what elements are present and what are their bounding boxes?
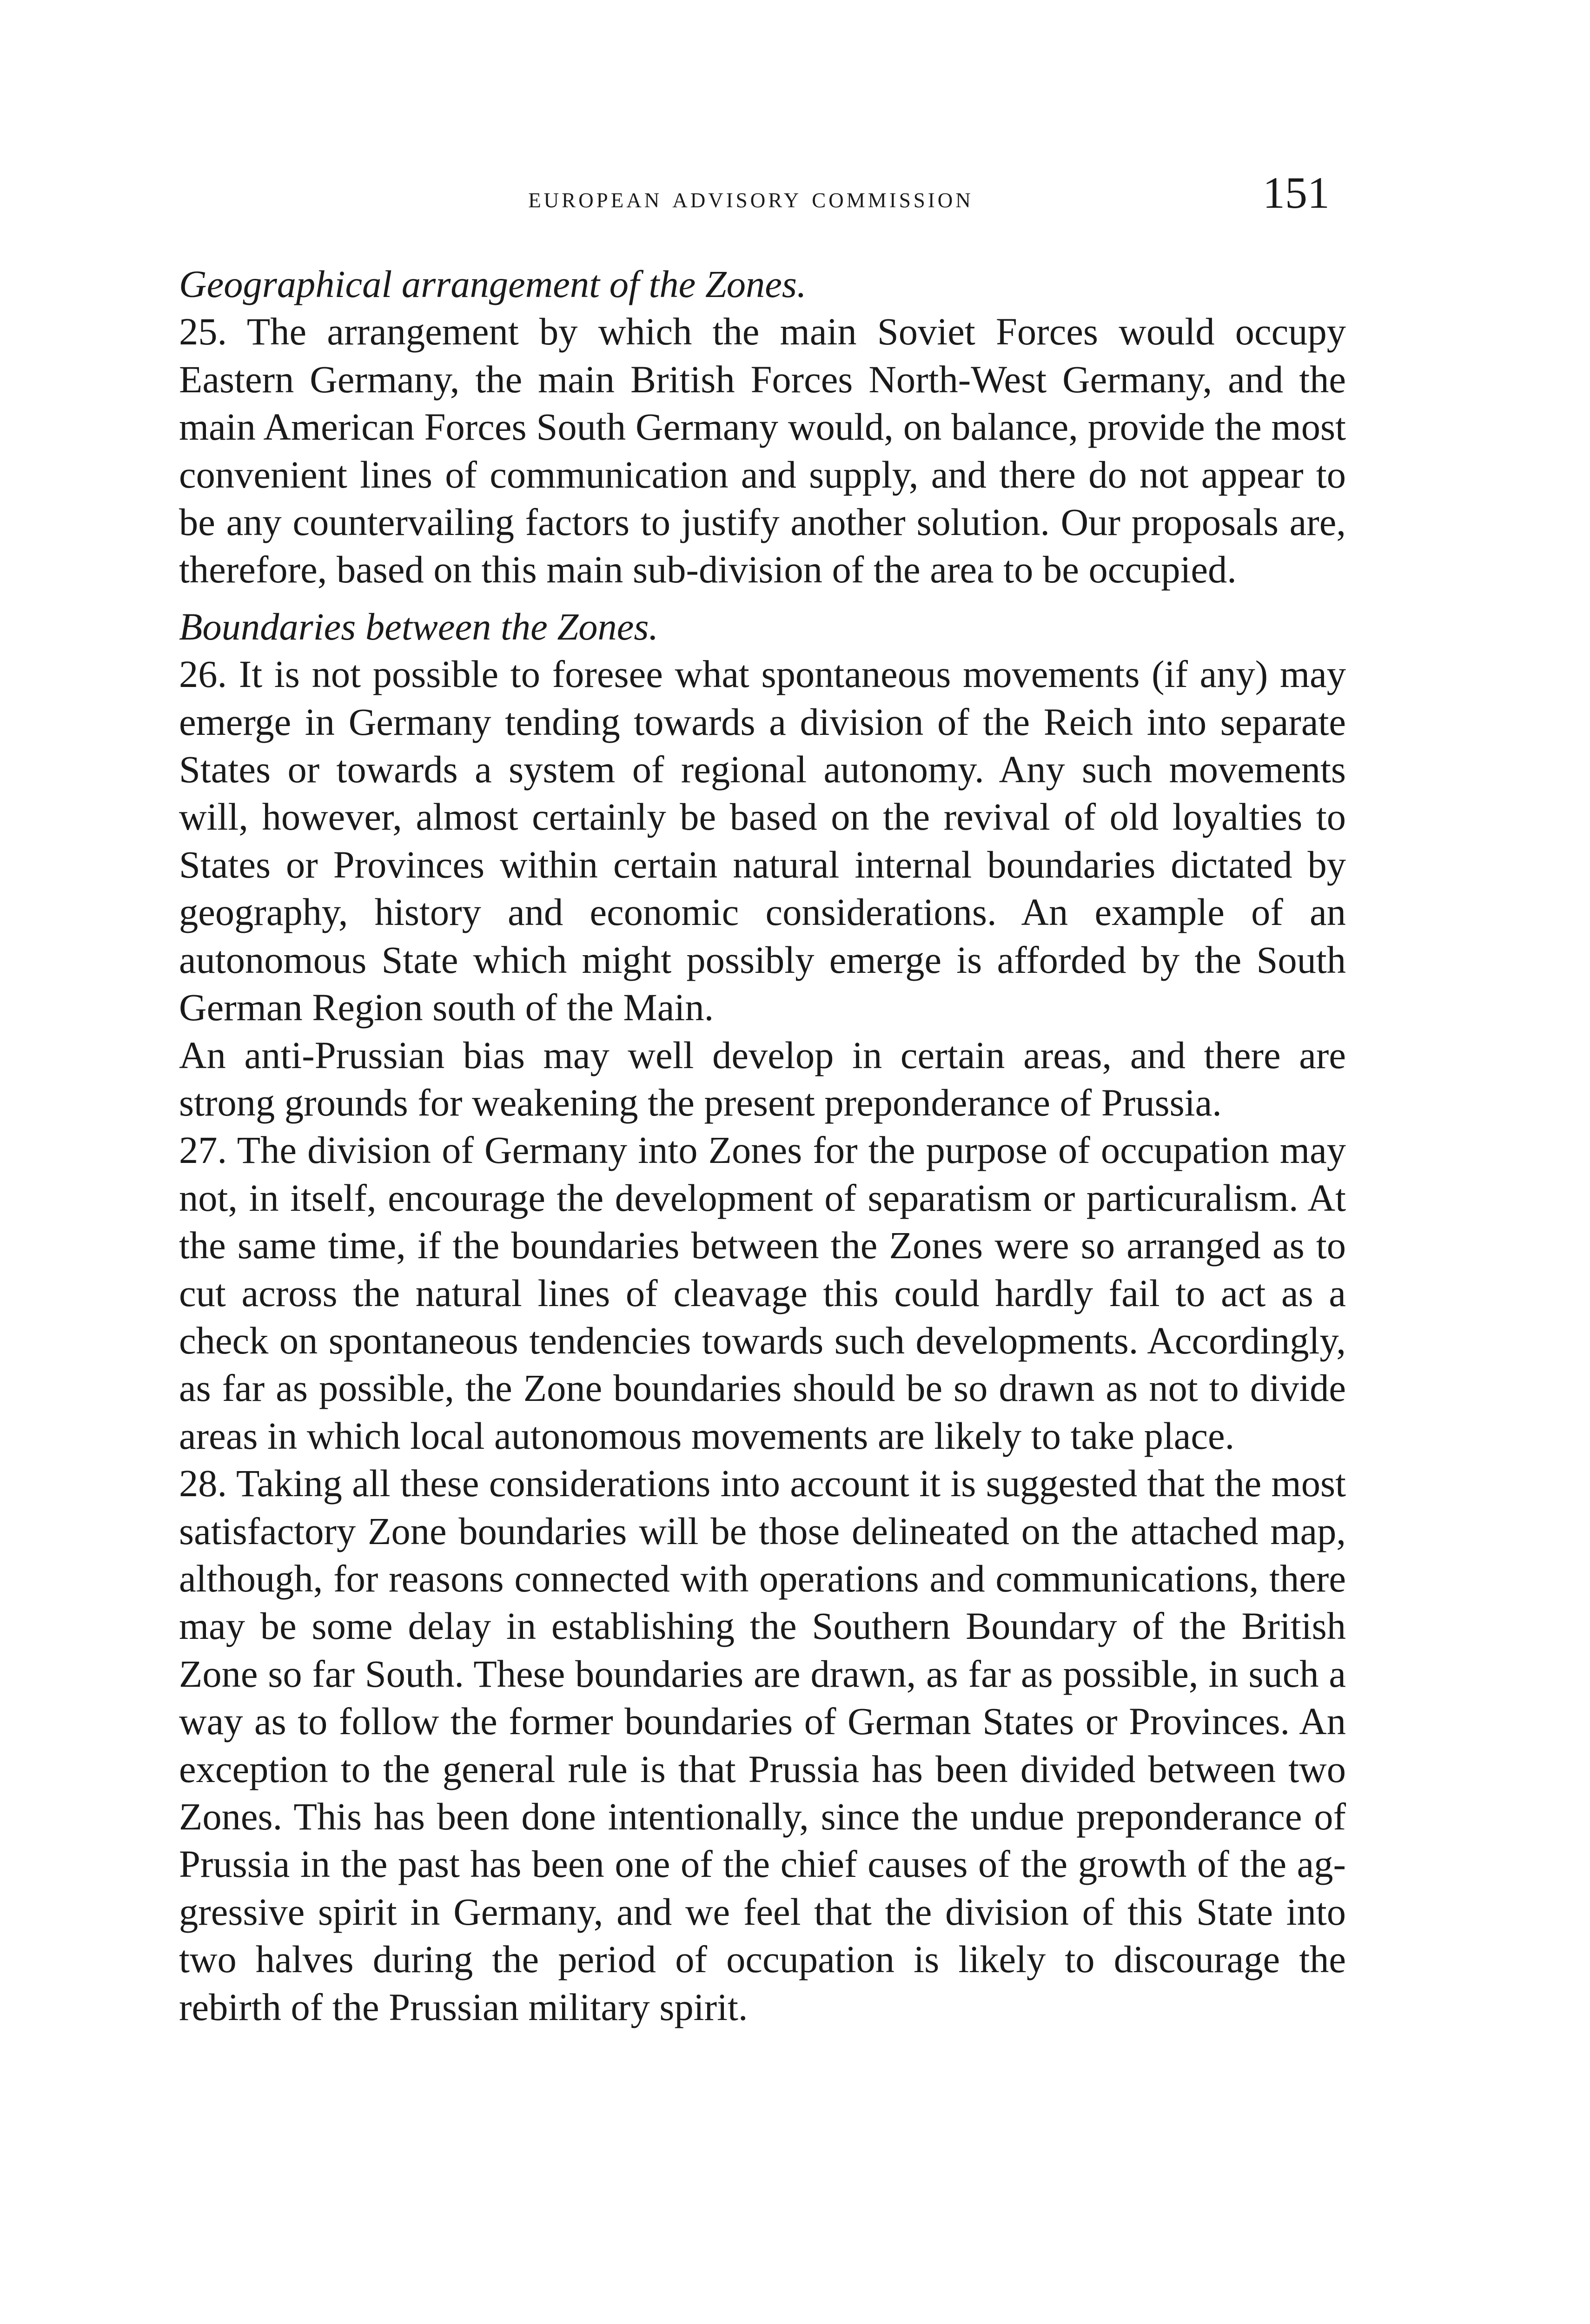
section-heading-boundaries: Boundaries between the Zones. <box>179 605 659 648</box>
paragraph-27: 27. The division of Germany into Zones for the purpose of occupation may not, in itself, encourage the development of separatism or particuralism. At the same time, if the boundaries between the Zones were so arranged as to cut across the natural lines of cleavage this could hardly fail to act as a check on spontaneous tendencies towards such developments. Accordingly, as far as possible, the Zone boundaries should be so drawn as not to divide areas in which local autonomous movements are likely to take place. <box>179 1129 1346 1457</box>
page-number: 151 <box>1263 168 1330 218</box>
paragraph-26: 26. It is not possible to foresee what spontaneous movements (if any) may emerge in Germany tending towards a division of the Reich into separate States or towards a system of regional autonomy. Any such movements will, however, almost certainly be based on the revival of old loyalties to States or Provinces within certain natural internal boundaries dictated by geography, history and economic considerations. An example of an autonomous State which might possibly emerge is afforded by the South German Region south of the Main. <box>179 653 1346 1029</box>
running-head: european advisory commission <box>528 181 974 214</box>
section-heading-geographical-arrangement: Geographical arrangement of the Zones. <box>179 263 807 305</box>
paragraph-28: 28. Taking all these considerations into account it is suggested that the most satisfactory Zone boundaries will be those delineated on the attached map, although, for reasons connected with operations and communications, there may be some delay in establishing the Southern Boundary of the British Zone so far South. These boundaries are drawn, as far as possible, in such a way as to follow the former boundaries of German States or Provinces. An exception to the general rule is that Prussia has been divided between two Zones. This has been done intentionally, since the undue preponderance of Prussia in the past has been one of the chief causes of the growth of the aggressive spirit in Germany, and we feel that the division of this State into two halves during the period of occupation is likely to discourage the rebirth of the Prussian military spirit. <box>179 1462 1346 2028</box>
paragraph-anti-prussian-bias: An anti-Prussian bias may well develop in certain areas, and there are strong grounds for weakening the present preponderance of Prussia. <box>179 1033 1346 1124</box>
body-text <box>179 260 1346 2031</box>
paragraph-25: 25. The arrangement by which the main Soviet Forces would occupy Eastern Germany, the main British Forces North-West Germany, and the main American Forces South Germany would, on balance, provide the most convenient lines of communication and supply, and there do not appear to be any countervailing factors to justify another solution. Our proposals are, therefore, based on this main sub-division of the area to be occupied. <box>179 310 1346 591</box>
